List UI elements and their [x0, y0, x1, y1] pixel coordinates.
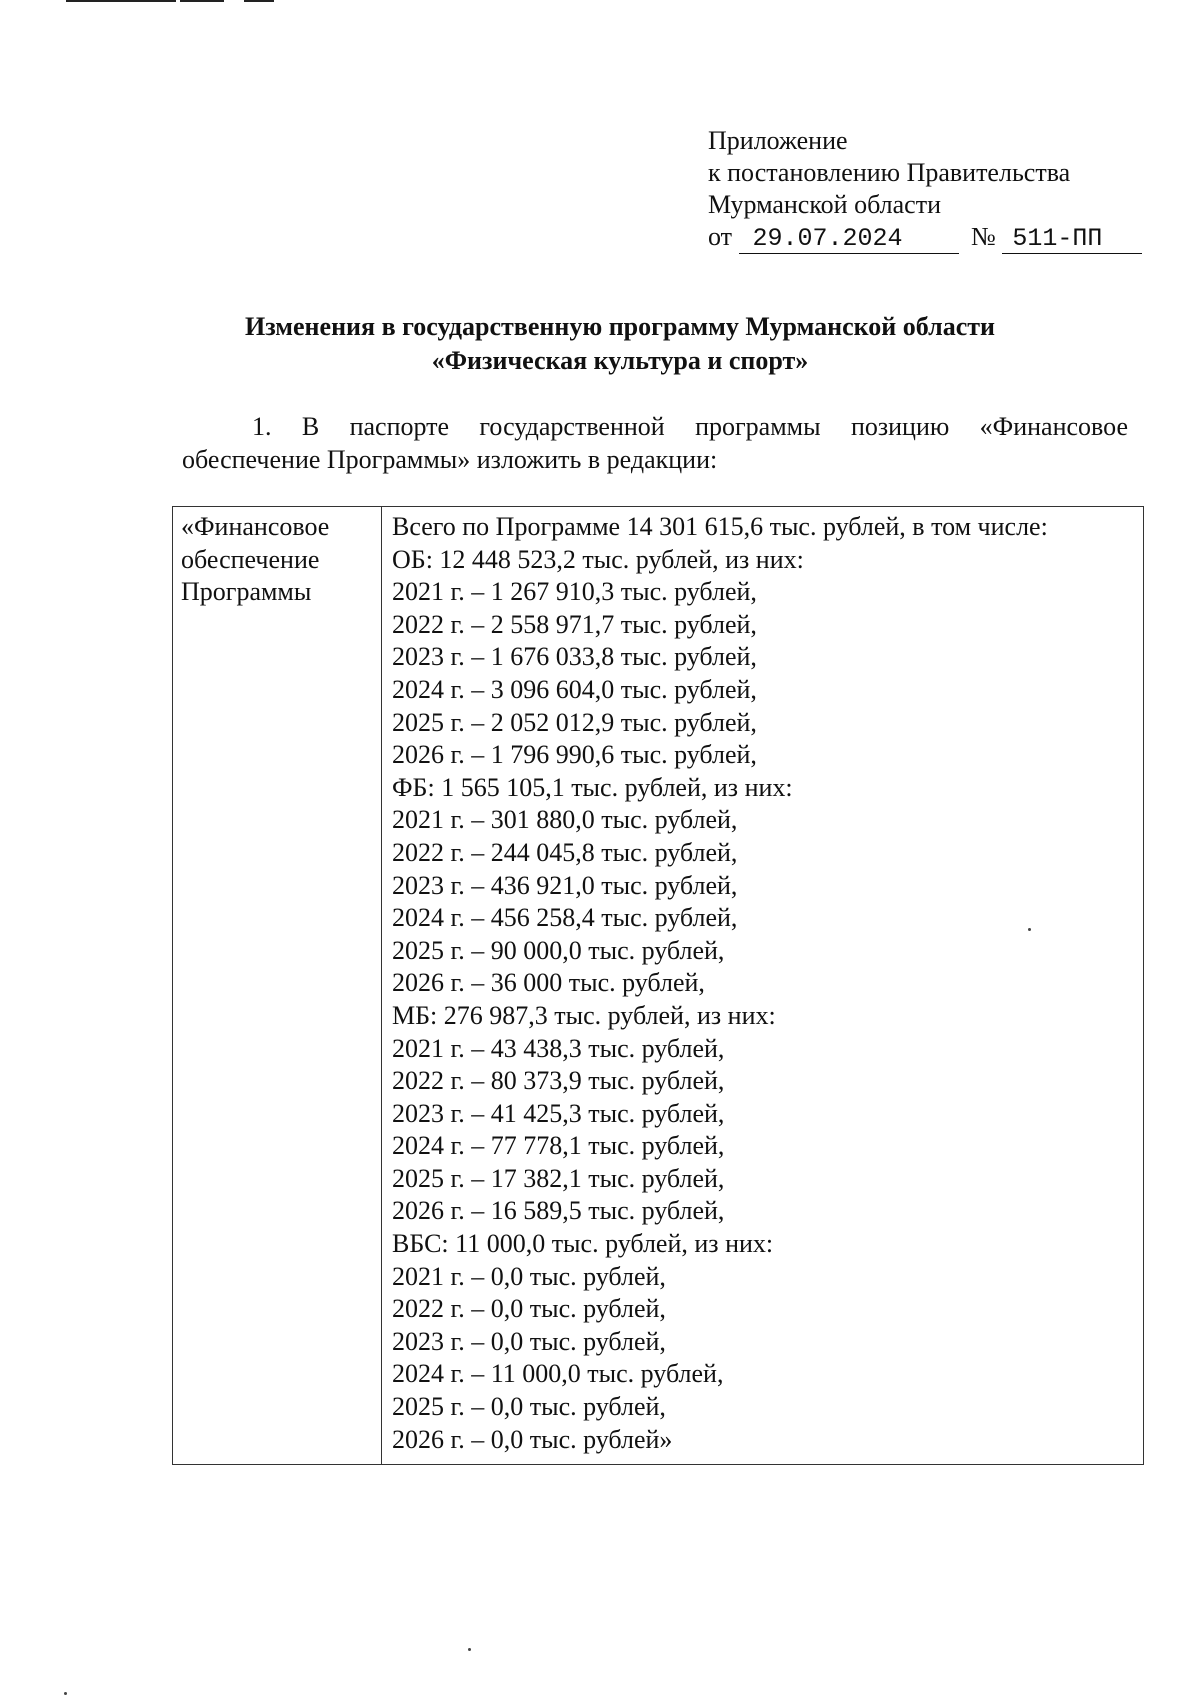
- paragraph-1: 1. В паспорте государственной программы позицию «Финансовое обеспечение Программы» изложить в редакции:: [182, 412, 1128, 474]
- scan-speck: [64, 1692, 67, 1695]
- value-line: 2025 г. – 17 382,1 тыс. рублей,: [392, 1163, 725, 1193]
- value-line: 2021 г. – 0,0 тыс. рублей,: [392, 1261, 666, 1291]
- label-line: «Финансовое: [181, 512, 330, 541]
- appendix-block: [708, 125, 1148, 254]
- value-line: ФБ: 1 565 105,1 тыс. рублей, из них:: [392, 772, 793, 802]
- document-date: 29.07.2024: [739, 225, 959, 254]
- value-line: 2026 г. – 0,0 тыс. рублей»: [392, 1424, 673, 1454]
- title-line-1: Изменения в государственную программу Мурманской области: [245, 312, 995, 341]
- appendix-line-3: Мурманской области: [708, 190, 941, 219]
- scan-speck: [468, 1648, 471, 1651]
- scan-mark: [244, 0, 274, 2]
- title-line-2: «Физическая культура и спорт»: [431, 346, 809, 375]
- appendix-line-1: Приложение: [708, 126, 848, 155]
- label-cell: [173, 507, 382, 1465]
- appendix-line-2: к постановлению Правительства: [708, 158, 1071, 187]
- table-row: [173, 507, 1144, 1465]
- value-line: 2022 г. – 2 558 971,7 тыс. рублей,: [392, 609, 757, 639]
- value-line: 2026 г. – 1 796 990,6 тыс. рублей,: [392, 740, 757, 770]
- value-line: 2022 г. – 80 373,9 тыс. рублей,: [392, 1066, 725, 1096]
- value-line: ВБС: 11 000,0 тыс. рублей, из них:: [392, 1229, 774, 1259]
- value-line: 2025 г. – 0,0 тыс. рублей,: [392, 1392, 666, 1422]
- scan-speck: [1028, 928, 1031, 931]
- value-line: 2025 г. – 90 000,0 тыс. рублей,: [392, 935, 725, 965]
- value-line: Всего по Программе 14 301 615,6 тыс. рублей, в том числе:: [392, 512, 1048, 541]
- value-line: 2026 г. – 36 000 тыс. рублей,: [392, 968, 705, 998]
- value-line: 2024 г. – 456 258,4 тыс. рублей,: [392, 903, 738, 933]
- appendix-date-line: [708, 222, 1142, 251]
- value-line: ОБ: 12 448 523,2 тыс. рублей, из них:: [392, 544, 804, 574]
- value-line: 2021 г. – 43 438,3 тыс. рублей,: [392, 1033, 725, 1063]
- value-line: 2022 г. – 0,0 тыс. рублей,: [392, 1294, 666, 1324]
- value-line: 2024 г. – 11 000,0 тыс. рублей,: [392, 1359, 724, 1389]
- financing-table: [172, 506, 1144, 1465]
- value-cell: [382, 507, 1144, 1465]
- label-line: Программы: [181, 577, 312, 607]
- value-line: 2023 г. – 41 425,3 тыс. рублей,: [392, 1098, 725, 1128]
- scan-mark: [180, 0, 224, 2]
- document-number: 511-ПП: [1002, 225, 1142, 254]
- value-line: 2023 г. – 436 921,0 тыс. рублей,: [392, 870, 738, 900]
- number-sign: №: [971, 222, 996, 251]
- document-title: [150, 310, 1090, 378]
- date-prefix: от: [708, 222, 733, 251]
- value-line: МБ: 276 987,3 тыс. рублей, из них:: [392, 1000, 776, 1030]
- label-line: обеспечение: [181, 544, 320, 574]
- value-line: 2021 г. – 301 880,0 тыс. рублей,: [392, 805, 738, 835]
- value-line: 2026 г. – 16 589,5 тыс. рублей,: [392, 1196, 725, 1226]
- value-line: 2023 г. – 1 676 033,8 тыс. рублей,: [392, 642, 757, 672]
- value-line: 2025 г. – 2 052 012,9 тыс. рублей,: [392, 707, 757, 737]
- value-line: 2023 г. – 0,0 тыс. рублей,: [392, 1326, 666, 1356]
- value-line: 2024 г. – 3 096 604,0 тыс. рублей,: [392, 674, 757, 704]
- value-line: 2024 г. – 77 778,1 тыс. рублей,: [392, 1131, 725, 1161]
- value-line: 2022 г. – 244 045,8 тыс. рублей,: [392, 837, 738, 867]
- scan-mark: [66, 0, 176, 2]
- value-line: 2021 г. – 1 267 910,3 тыс. рублей,: [392, 577, 757, 607]
